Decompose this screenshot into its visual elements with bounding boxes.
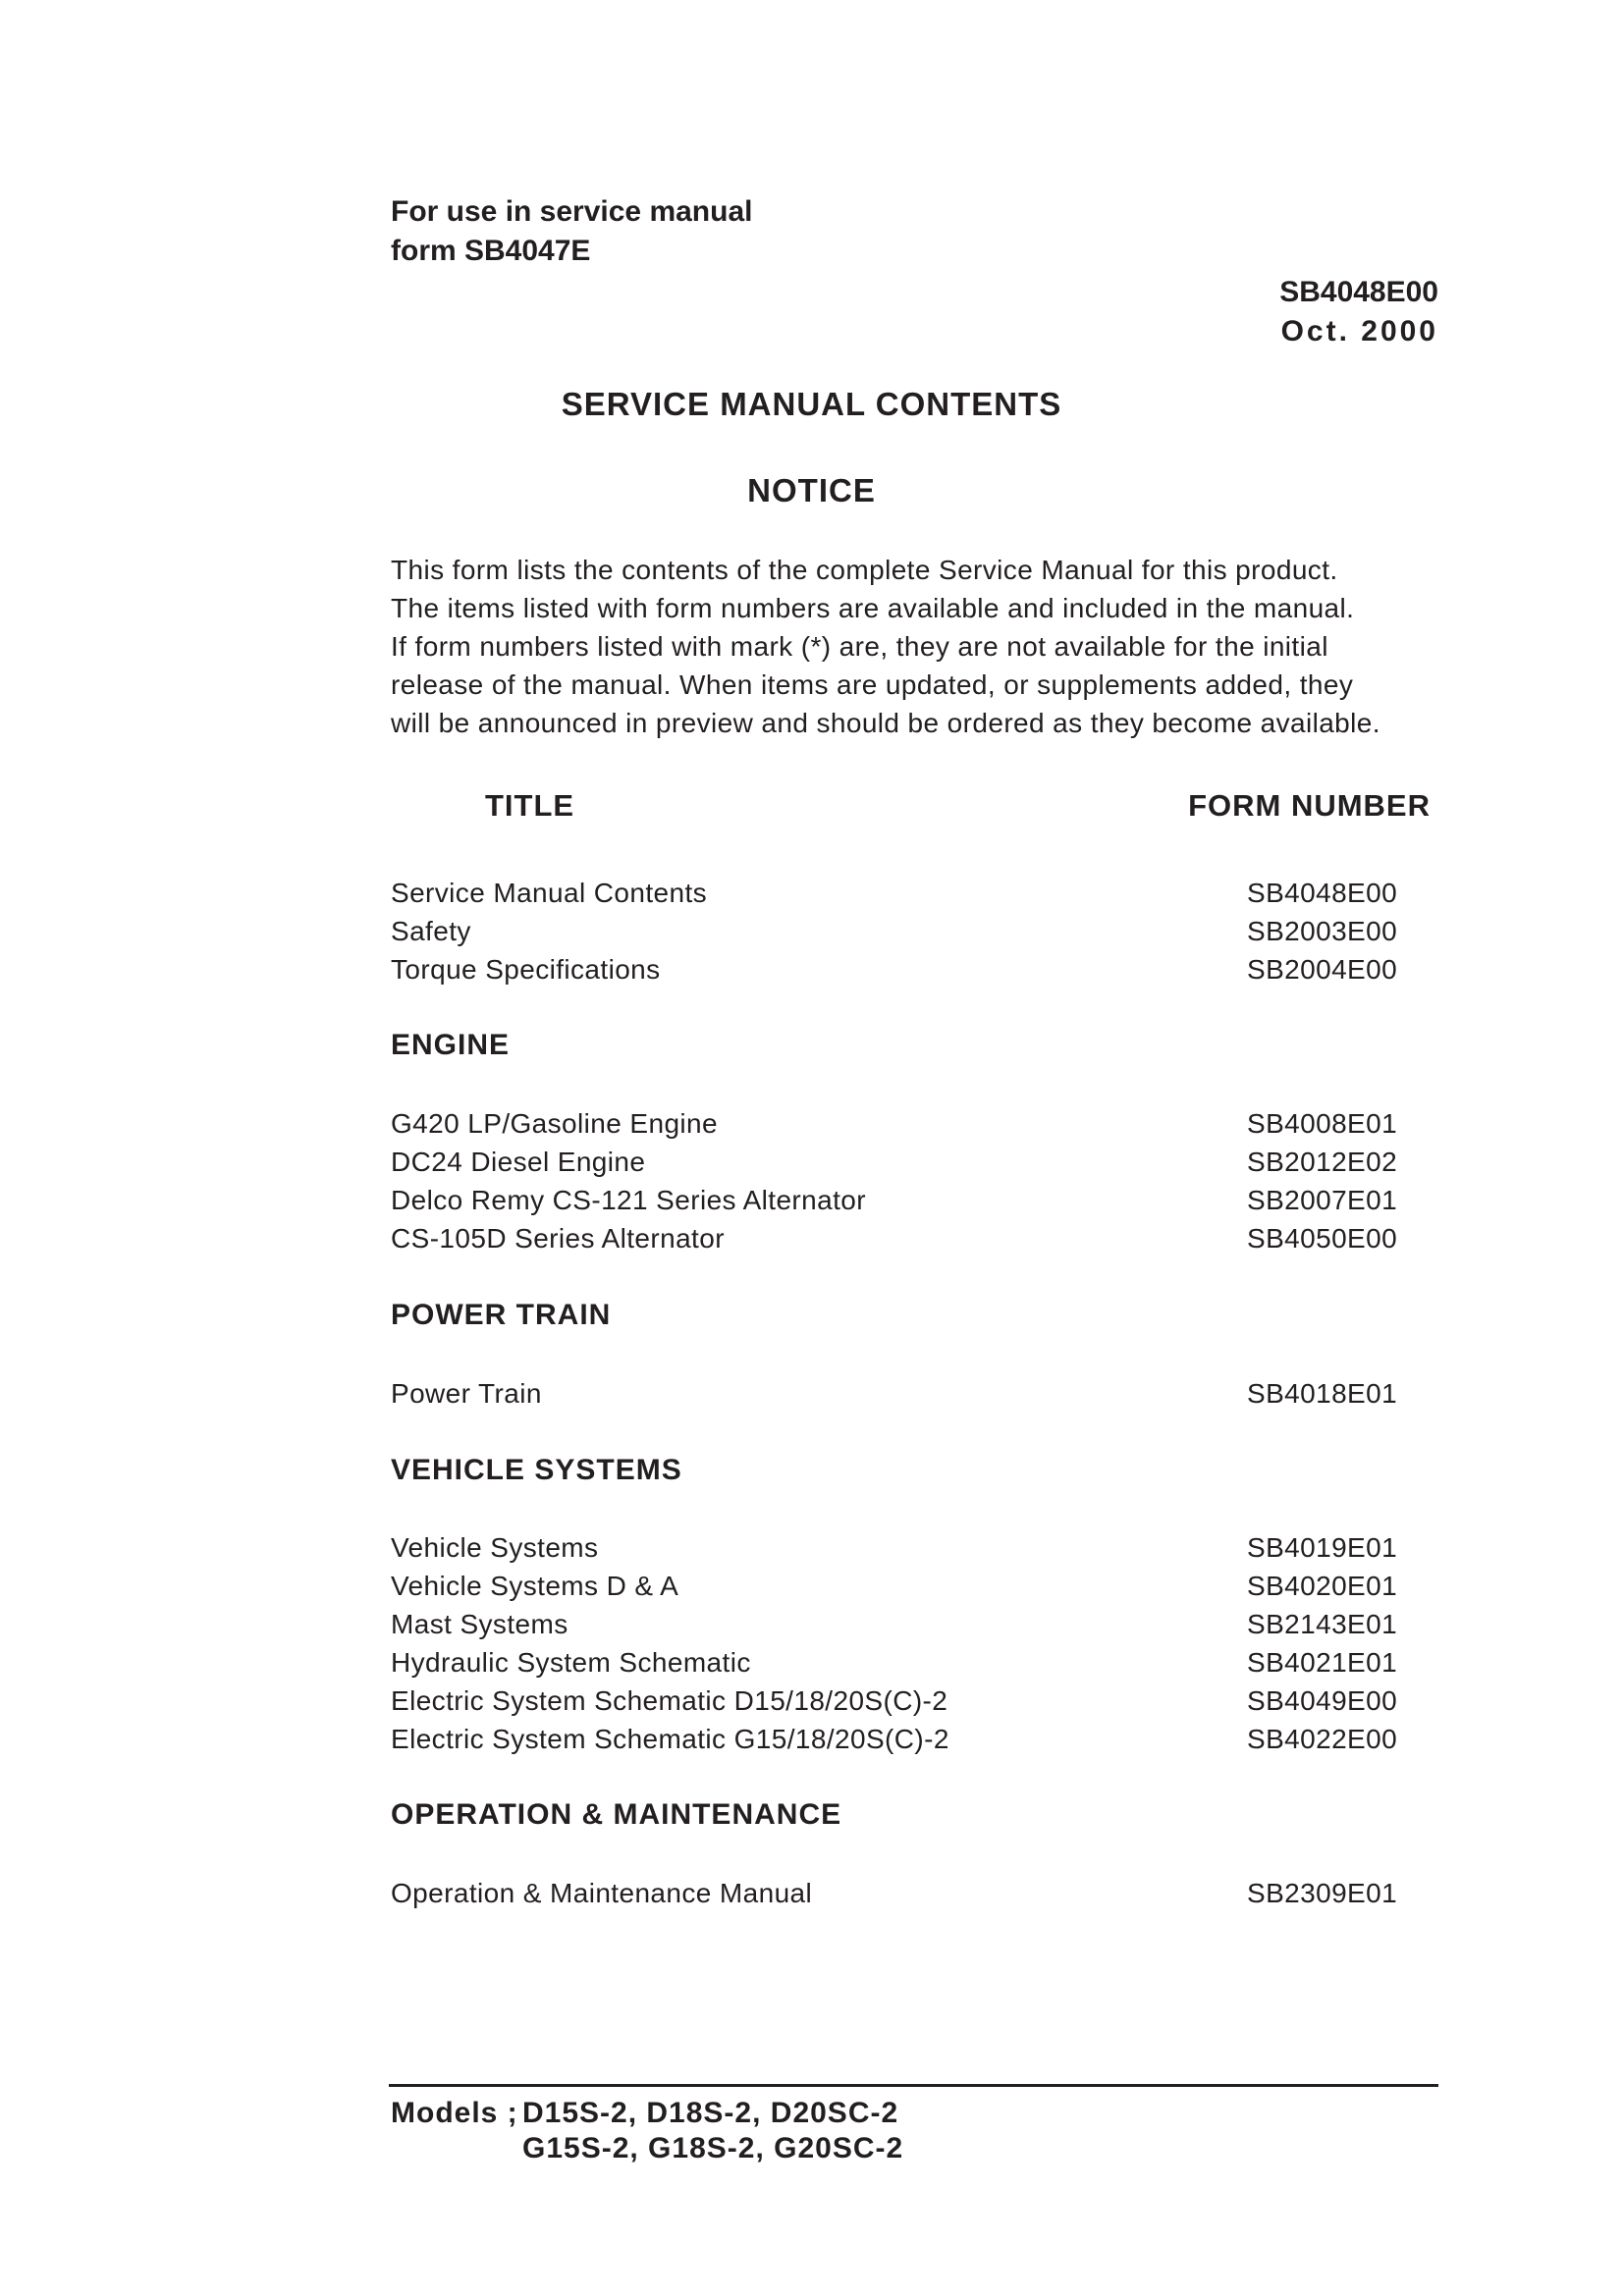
item-form-number: SB4020E01 [1247,1571,1398,1601]
models-line-2: G15S-2, G18S-2, G20SC-2 [522,2132,904,2164]
item-title: G420 LP/Gasoline Engine [391,1108,718,1139]
item-form-number: SB4022E00 [1247,1724,1398,1754]
item-title: Electric System Schematic G15/18/20S(C)-2 [391,1724,949,1754]
item-title: Vehicle Systems [391,1532,599,1563]
notice-line-1: This form lists the contents of the complete Service Manual for this product. [391,555,1338,585]
document-date: Oct. 2000 [1280,315,1438,347]
section-heading-vehicle-systems: VEHICLE SYSTEMS [391,1454,682,1486]
item-form-number: SB4021E01 [1247,1647,1398,1678]
item-form-number: SB2143E01 [1247,1609,1398,1639]
item-form-number: SB2004E00 [1247,954,1398,985]
item-title: Vehicle Systems D & A [391,1571,679,1601]
item-title: Torque Specifications [391,954,661,985]
item-title: Mast Systems [391,1609,568,1639]
item-title: Power Train [391,1378,542,1409]
item-title: DC24 Diesel Engine [391,1147,646,1177]
item-form-number: SB4050E00 [1247,1223,1398,1254]
item-form-number: SB4049E00 [1247,1685,1398,1716]
item-form-number: SB4018E01 [1247,1378,1398,1409]
notice-line-5: will be announced in preview and should be ordered as they become available. [391,708,1380,738]
column-header-title: TITLE [485,788,575,823]
item-title: Hydraulic System Schematic [391,1647,751,1678]
item-form-number: SB4019E01 [1247,1532,1398,1563]
notice-heading: NOTICE [747,472,876,508]
item-title: Operation & Maintenance Manual [391,1878,813,1908]
footer-rule [389,2084,1438,2087]
item-form-number: SB2003E00 [1247,916,1398,946]
notice-line-3: If form numbers listed with mark (*) are, they are not available for the initial [391,631,1328,662]
notice-line-4: release of the manual. When items are updated, or supplements added, they [391,669,1354,700]
item-form-number: SB2309E01 [1247,1878,1398,1908]
section-heading-engine: ENGINE [391,1029,511,1061]
models-line-1: D15S-2, D18S-2, D20SC-2 [522,2097,899,2129]
section-heading-operation-maintenance: OPERATION & MAINTENANCE [391,1798,842,1831]
notice-line-2: The items listed with form numbers are available and included in the manual. [391,593,1355,623]
item-title: CS-105D Series Alternator [391,1223,725,1254]
document-number: SB4048E00 [1279,276,1438,308]
item-form-number: SB2012E02 [1247,1147,1398,1177]
page-title: SERVICE MANUAL CONTENTS [561,386,1062,422]
item-title: Service Manual Contents [391,878,708,908]
item-form-number: SB4048E00 [1247,878,1398,908]
usage-note-line-1: For use in service manual [391,195,753,228]
models-label: Models ; [391,2097,518,2129]
section-heading-power-train: POWER TRAIN [391,1299,612,1331]
item-title: Safety [391,916,471,946]
item-title: Delco Remy CS-121 Series Alternator [391,1185,866,1215]
column-header-form-number: FORM NUMBER [1188,788,1431,823]
usage-note-line-2: form SB4047E [391,235,591,267]
item-title: Electric System Schematic D15/18/20S(C)-2 [391,1685,948,1716]
item-form-number: SB2007E01 [1247,1185,1398,1215]
item-form-number: SB4008E01 [1247,1108,1398,1139]
